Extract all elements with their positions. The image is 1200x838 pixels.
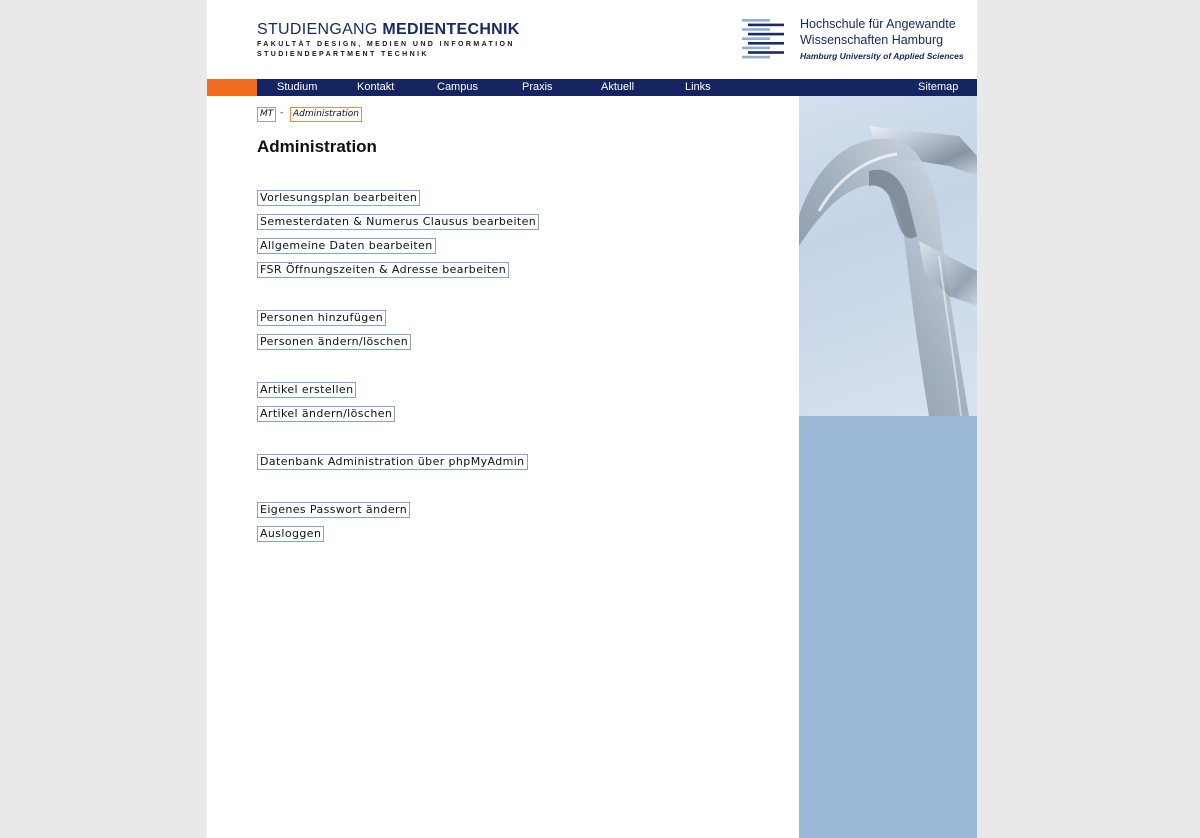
edit-lecture-plan-link[interactable]: Vorlesungsplan bearbeiten bbox=[257, 190, 420, 206]
page-container bbox=[207, 0, 977, 838]
nav-item-kontakt[interactable]: Kontakt bbox=[357, 81, 395, 93]
breadcrumb-root-link[interactable]: MT bbox=[257, 107, 276, 122]
university-english-name: Hamburg University of Applied Sciences bbox=[800, 51, 964, 61]
nav-item-praxis[interactable]: Praxis bbox=[522, 81, 553, 93]
add-persons-link[interactable]: Personen hinzufügen bbox=[257, 310, 386, 326]
program-title-prefix: STUDIENGANG bbox=[257, 21, 383, 38]
edit-fsr-hours-link[interactable]: FSR Öffnungszeiten & Adresse bearbeiten bbox=[257, 262, 509, 278]
change-password-link[interactable]: Eigenes Passwort ändern bbox=[257, 502, 410, 518]
edit-delete-persons-link[interactable]: Personen ändern/löschen bbox=[257, 334, 411, 350]
nav-item-sitemap[interactable]: Sitemap bbox=[918, 81, 959, 93]
page-title: Administration bbox=[257, 137, 377, 156]
edit-general-data-link[interactable]: Allgemeine Daten bearbeiten bbox=[257, 238, 436, 254]
logout-link[interactable]: Ausloggen bbox=[257, 526, 324, 542]
faculty-subtitle: FAKULTÄT DESIGN, MEDIEN UND INFORMATION bbox=[257, 41, 515, 48]
nav-accent-block bbox=[207, 79, 257, 96]
nav-item-links[interactable]: Links bbox=[685, 81, 711, 93]
program-title[interactable] bbox=[257, 21, 520, 39]
create-article-link[interactable]: Artikel erstellen bbox=[257, 382, 356, 398]
breadcrumb-current[interactable]: Administration bbox=[290, 107, 362, 122]
edit-semester-data-link[interactable]: Semesterdaten & Numerus Clausus bearbeiten bbox=[257, 214, 539, 230]
wrench-photo bbox=[799, 96, 977, 416]
nav-item-studium[interactable]: Studium bbox=[277, 81, 318, 93]
nav-item-campus[interactable]: Campus bbox=[437, 81, 478, 93]
wrench-icon bbox=[799, 96, 977, 416]
program-title-name: MEDIENTECHNIK bbox=[382, 21, 520, 38]
department-subtitle: STUDIENDEPARTMENT TECHNIK bbox=[257, 51, 429, 58]
university-name-line-1: Hochschule für Angewandte bbox=[800, 17, 956, 31]
main-nav bbox=[257, 79, 977, 96]
haw-logo-icon bbox=[742, 19, 786, 59]
phpmyadmin-link[interactable]: Datenbank Administration über phpMyAdmin bbox=[257, 454, 528, 470]
edit-delete-article-link[interactable]: Artikel ändern/löschen bbox=[257, 406, 395, 422]
university-name-line-2: Wissenschaften Hamburg bbox=[800, 33, 944, 47]
university-name[interactable] bbox=[800, 16, 956, 48]
sidebar-panel bbox=[799, 96, 977, 838]
breadcrumb-separator: - bbox=[280, 108, 284, 118]
nav-item-aktuell[interactable]: Aktuell bbox=[601, 81, 635, 93]
